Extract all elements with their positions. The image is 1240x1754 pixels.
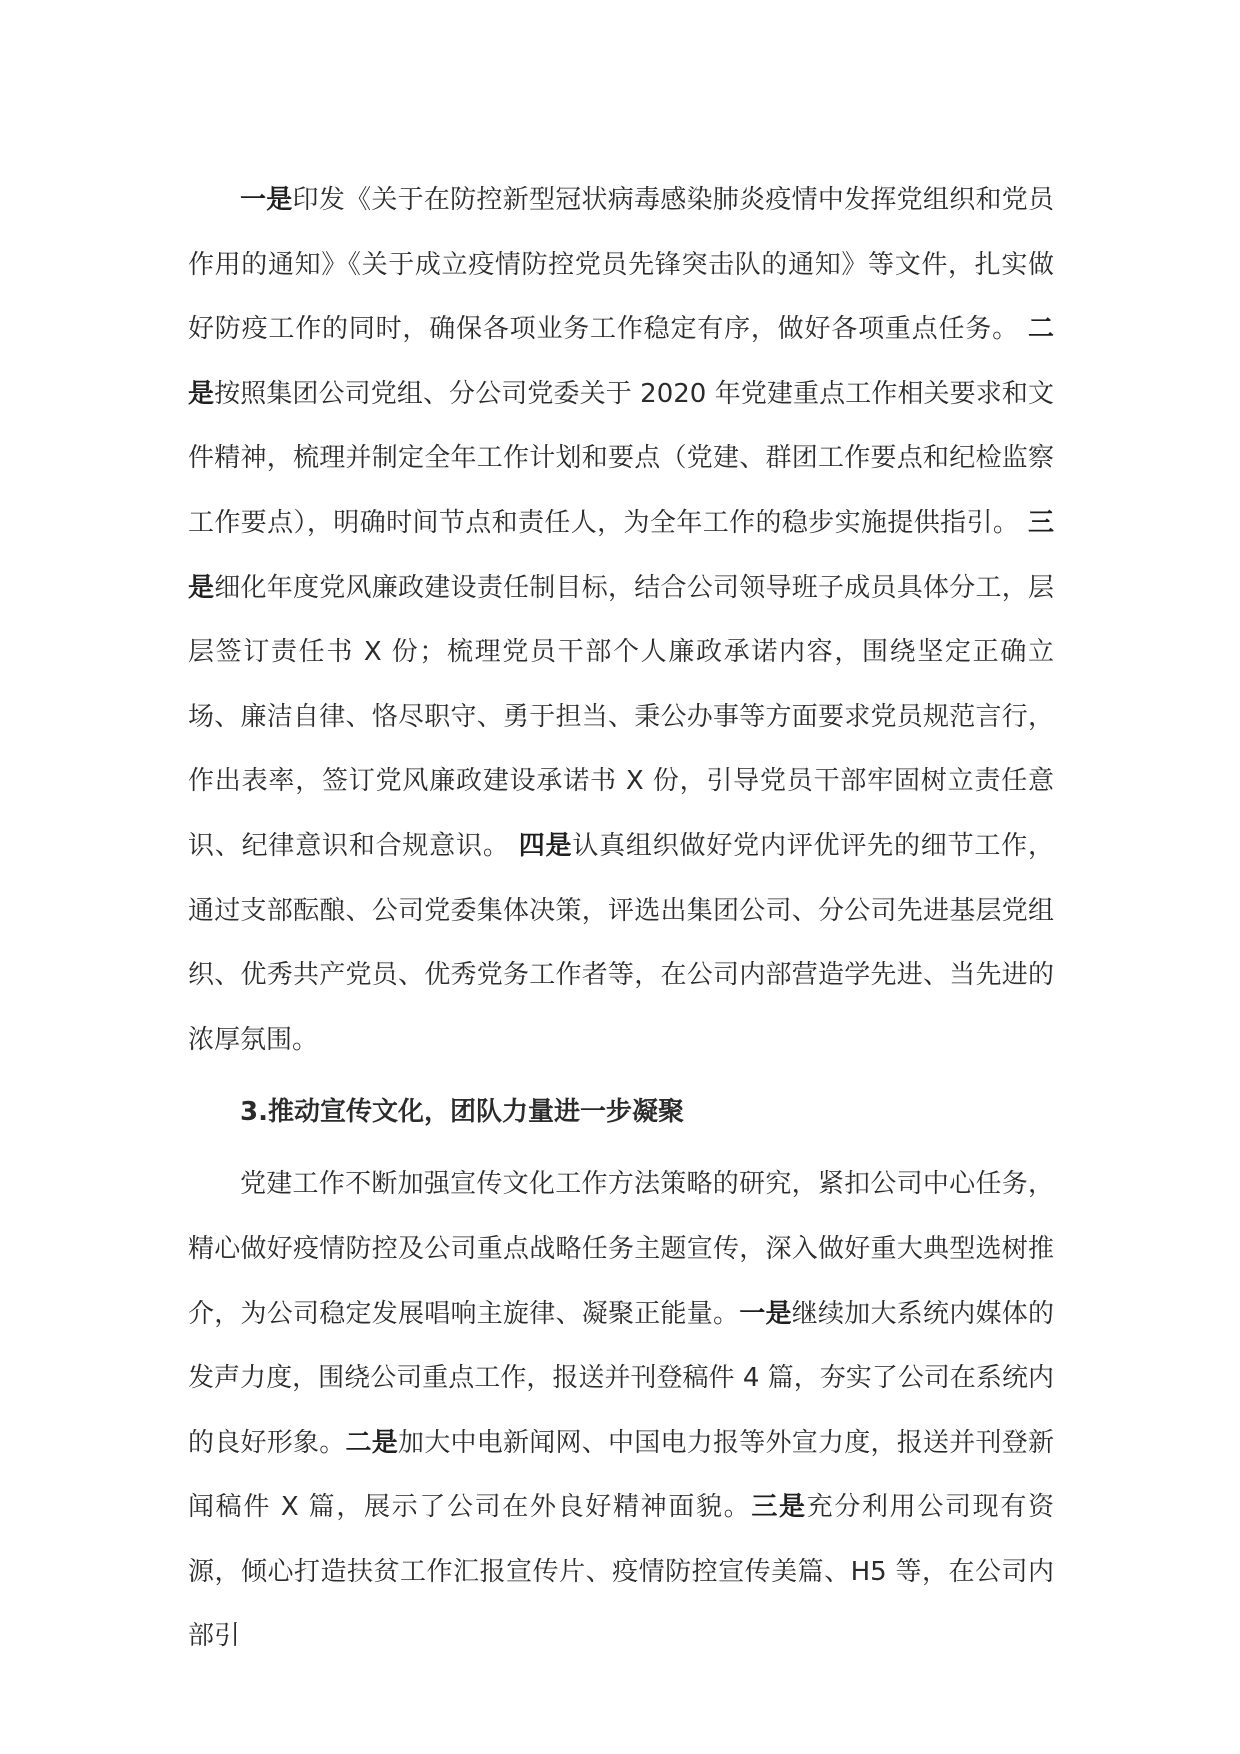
item-text-2: 按照集团公司党组、分公司党委关于 2020 年党建重点工作相关要求和文件精神，梳理并制定全年工作计划和要点（党建、群团工作要点和纪检监察工作要点），明确时间节点和责任人，为全年工作的稳步实施提供指引。: [188, 378, 1054, 538]
section-heading: 3.推动宣传文化，团队力量进一步凝聚: [240, 1097, 684, 1128]
paragraph-party-building-measures: [188, 168, 1054, 1072]
item-label-1: 一是: [240, 185, 293, 215]
item-text-3: 细化年度党风廉政建设责任制目标，结合公司领导班子成员具体分工，层层签订责任书 X 份；梳理党员干部个人廉政承诺内容，围绕坚定正确立场、廉洁自律、恪尽职守、勇于担当、秉公办事等方面要求党员规范言行，作出表率，签订党风廉政建设承诺书 X 份，引导党员干部牢固树立责任意识、纪律意识和合规意识。: [188, 572, 1054, 861]
item-label-2: 二是: [188, 314, 1054, 409]
publicity-text-2: 加大中电新闻网、中国电力报等外宣力度，报送并刊登新闻稿件 X 篇，展示了公司在外良好精神面貌。: [188, 1427, 1054, 1523]
document-page: [188, 168, 1054, 1669]
item-label-4: 四是: [518, 830, 573, 861]
item-label-3: 三是: [188, 507, 1054, 603]
paragraph-intro: 党建工作不断加强宣传文化工作方法策略的研究，紧扣公司中心任务，精心做好疫情防控及公司重点战略任务主题宣传，深入做好重大典型选树推介，为公司稳定发展唱响主旋律、凝聚正能量。: [188, 1169, 1054, 1329]
publicity-text-3: 充分利用公司现有资源，倾心打造扶贫工作汇报宣传片、疫情防控宣传美篇、H5 等，在公司内部引: [188, 1492, 1054, 1652]
publicity-label-2: 二是: [345, 1427, 398, 1458]
item-text-1: 印发《关于在防控新型冠状病毒感染肺炎疫情中发挥党组织和党员作用的通知》《关于成立疫情防控党员先锋突击队的通知》等文件，扎实做好防疫工作的同时，确保各项业务工作稳定有序，做好各项重点任务。: [188, 185, 1054, 345]
publicity-text-1: 继续加大系统内媒体的发声力度，围绕公司重点工作，报送并刊登稿件 4 篇，夯实了公司在系统内的良好形象。: [188, 1298, 1054, 1458]
publicity-label-1: 一是: [739, 1298, 792, 1329]
paragraph-publicity-culture: [188, 1152, 1054, 1669]
publicity-label-3: 三是: [751, 1492, 807, 1523]
item-text-4: 认真组织做好党内评优评先的细节工作，通过支部酝酿、公司党委集体决策，评选出集团公司、分公司先进基层党组织、优秀共产党员、优秀党务工作者等，在公司内部营造学先进、当先进的浓厚氛围。: [188, 830, 1054, 1055]
